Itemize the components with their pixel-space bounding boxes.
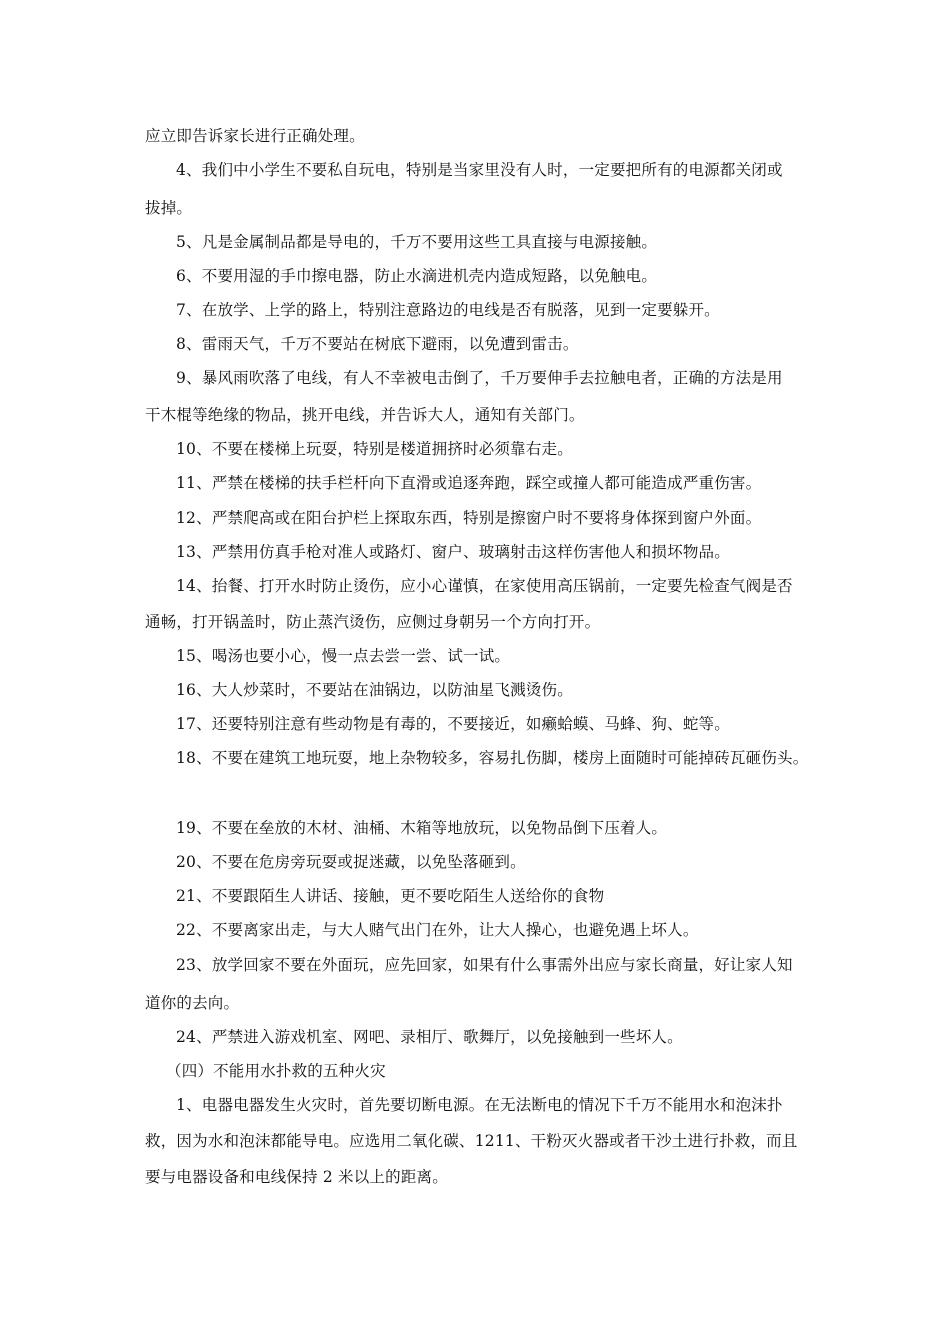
paragraph-line: 18、不要在建筑工地玩耍，地上杂物较多，容易扎伤脚，楼房上面随时可能掉砖瓦砸伤头。 <box>176 749 809 767</box>
paragraph-line: 8、雷雨天气，千万不要站在树底下避雨，以免遭到雷击。 <box>176 335 579 353</box>
paragraph-line: 19、不要在垒放的木材、油桶、木箱等地放玩，以免物品倒下压着人。 <box>176 819 668 837</box>
paragraph-line: 要与电器设备和电线保持 2 米以上的距离。 <box>145 1168 448 1186</box>
paragraph-line: 17、还要特别注意有些动物是有毒的，不要接近，如癞蛤蟆、马蜂、狗、蛇等。 <box>176 715 730 733</box>
paragraph-line: 拔掉。 <box>145 199 193 217</box>
paragraph-line: 13、严禁用仿真手枪对准人或路灯、窗户、玻璃射击这样伤害他人和损坏物品。 <box>176 543 730 561</box>
paragraph-line: 15、喝汤也要小心，慢一点去尝一尝、试一试。 <box>176 647 511 665</box>
paragraph-line: 22、不要离家出走，与大人赌气出门在外，让大人操心，也避免遇上坏人。 <box>176 921 699 939</box>
paragraph-line: 21、不要跟陌生人讲话、接触，更不要吃陌生人送给你的食物 <box>176 887 605 905</box>
paragraph-line: 11、严禁在楼梯的扶手栏杆向下直滑或追逐奔跑，踩空或撞人都可能造成严重伤害。 <box>176 474 762 492</box>
paragraph-line: 7、在放学、上学的路上，特别注意路边的电线是否有脱落，见到一定要躲开。 <box>176 301 720 319</box>
paragraph-line: 14、抬餐、打开水时防止烫伤，应小心谨慎，在家使用高压锅前，一定要先检查气阀是否 <box>176 577 793 595</box>
paragraph-line: 6、不要用湿的手巾擦电器，防止水滴进机壳内造成短路，以免触电。 <box>176 267 658 285</box>
paragraph-line: 10、不要在楼梯上玩耍，特别是楼道拥挤时必须靠右走。 <box>176 440 573 458</box>
paragraph-line: 干木棍等绝缘的物品，挑开电线，并告诉大人，通知有关部门。 <box>145 406 585 424</box>
paragraph-line: 24、严禁进入游戏机室、网吧、录相厅、歌舞厅，以免接触到一些坏人。 <box>176 1028 683 1046</box>
paragraph-line: 9、暴风雨吹落了电线，有人不幸被电击倒了，千万要伸手去拉触电者，正确的方法是用 <box>176 369 783 387</box>
paragraph-line: 应立即告诉家长进行正确处理。 <box>145 127 365 145</box>
paragraph-line: 1、电器电器发生火灾时，首先要切断电源。在无法断电的情况下千万不能用水和泡沫扑 <box>176 1096 783 1114</box>
section-heading: （四）不能用水扑救的五种火灾 <box>166 1062 386 1080</box>
paragraph-line: 通畅，打开锅盖时，防止蒸汽烫伤，应侧过身朝另一个方向打开。 <box>145 613 601 631</box>
paragraph-line: 道你的去向。 <box>145 994 240 1012</box>
paragraph-line: 12、严禁爬高或在阳台护栏上探取东西，特别是擦窗户时不要将身体探到窗户外面。 <box>176 509 762 527</box>
paragraph-line: 20、不要在危房旁玩耍或捉迷藏，以免坠落砸到。 <box>176 853 526 871</box>
paragraph-line: 5、凡是金属制品都是导电的，千万不要用这些工具直接与电源接触。 <box>176 233 658 251</box>
paragraph-line: 4、我们中小学生不要私自玩电，特别是当家里没有人时，一定要把所有的电源都关闭或 <box>176 161 783 179</box>
paragraph-line: 救，因为水和泡沫都能导电。应选用二氧化碳、1211、干粉灭火器或者干沙土进行扑救，而且 <box>145 1132 798 1150</box>
paragraph-line: 16、大人炒菜时，不要站在油锅边，以防油星飞溅烫伤。 <box>176 681 573 699</box>
paragraph-line: 23、放学回家不要在外面玩，应先回家，如果有什么事需外出应与家长商量，好让家人知 <box>176 956 793 974</box>
